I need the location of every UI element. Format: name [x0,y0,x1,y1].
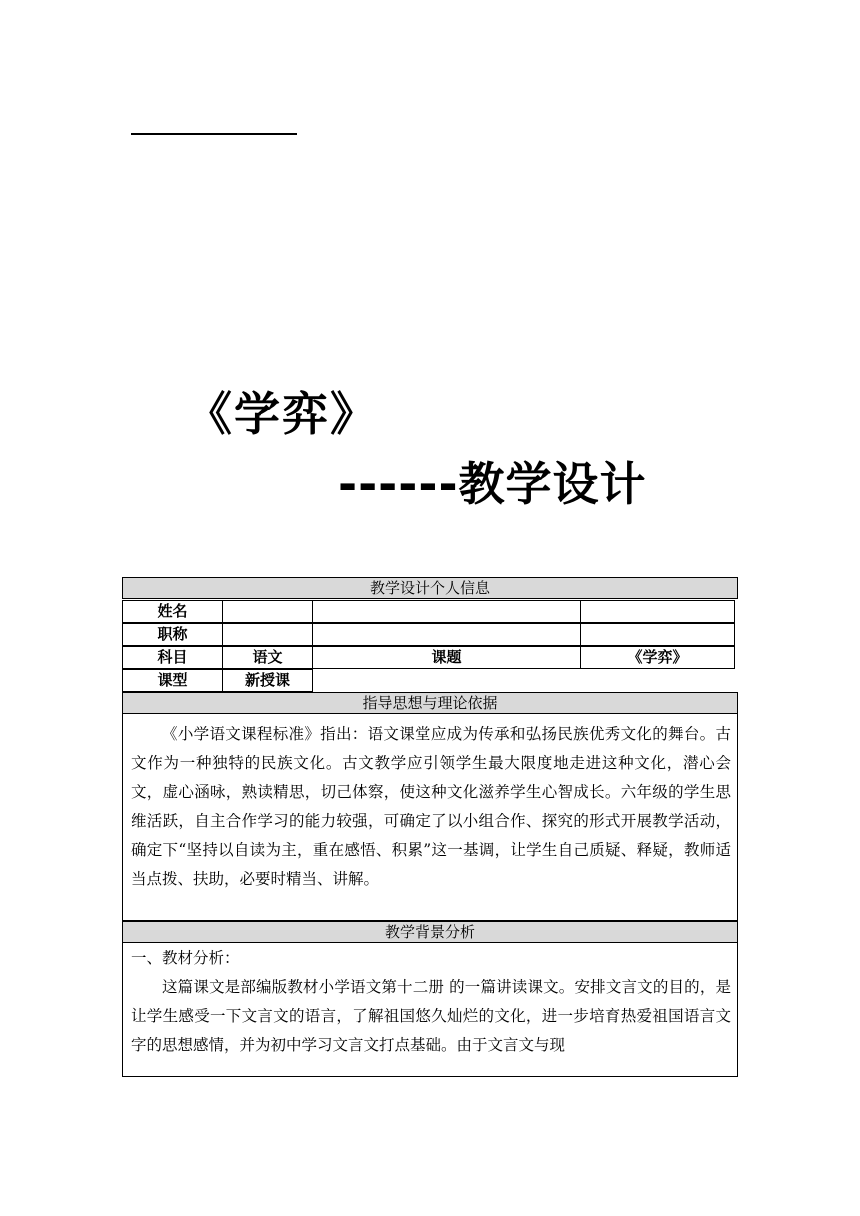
label-topic: 课题 [312,646,581,669]
value-name [222,600,313,623]
label-title: 职称 [122,623,223,646]
value-title [222,623,313,646]
background-body [122,943,738,1077]
guidance-body [122,714,738,921]
label-lesson-type: 课型 [122,669,223,692]
key-title-row [312,623,581,646]
extra-name-row [580,600,735,623]
guidance-heading: 指导思想与理论依据 [122,692,738,714]
key-name-row [312,600,581,623]
label-name: 姓名 [122,600,223,623]
value-subject: 语文 [222,646,313,669]
top-rule [131,133,297,135]
guidance-text: 《小学语文课程标准》指出：语文课堂应成为传承和弘扬民族优秀文化的舞台。古文作为一种独特的民族文化。古文教学应引领学生最大限度地走进这种文化，潜心会文，虚心涵咏，熟读精思，切己体察，使这种文化滋养学生心智成长。六年级的学生思维活跃，自主合作学习的能力较强，可确定了以小组合作、探究的形式开展教学活动，确定下“坚持以自读为主，重在感悟、积累”这一基调，让学生自己质疑、释疑，教师适当点拨、扶助，必要时精当、讲解。 [131,725,731,888]
value-lesson-type: 新授课 [222,669,313,692]
document-title: 《学弈》 [186,387,378,441]
info-heading: 教学设计个人信息 [122,577,738,599]
value-topic: 《学弈》 [580,646,735,669]
label-subject: 科目 [122,646,223,669]
extra-title-row [580,623,735,646]
document-subtitle: ------教学设计 [338,457,647,511]
background-heading: 教学背景分析 [122,921,738,943]
background-subheading: 一、教材分析： [131,949,240,967]
background-text: 这篇课文是部编版教材小学语文第十二册 的一篇讲读课文。安排文言文的目的，是让学生感受一下文言文的语言，了解祖国悠久灿烂的文化，进一步培育热爱祖国语言文字的思想感情，并为初中学习文言文打点基础。由于文言文与现 [131,978,731,1054]
